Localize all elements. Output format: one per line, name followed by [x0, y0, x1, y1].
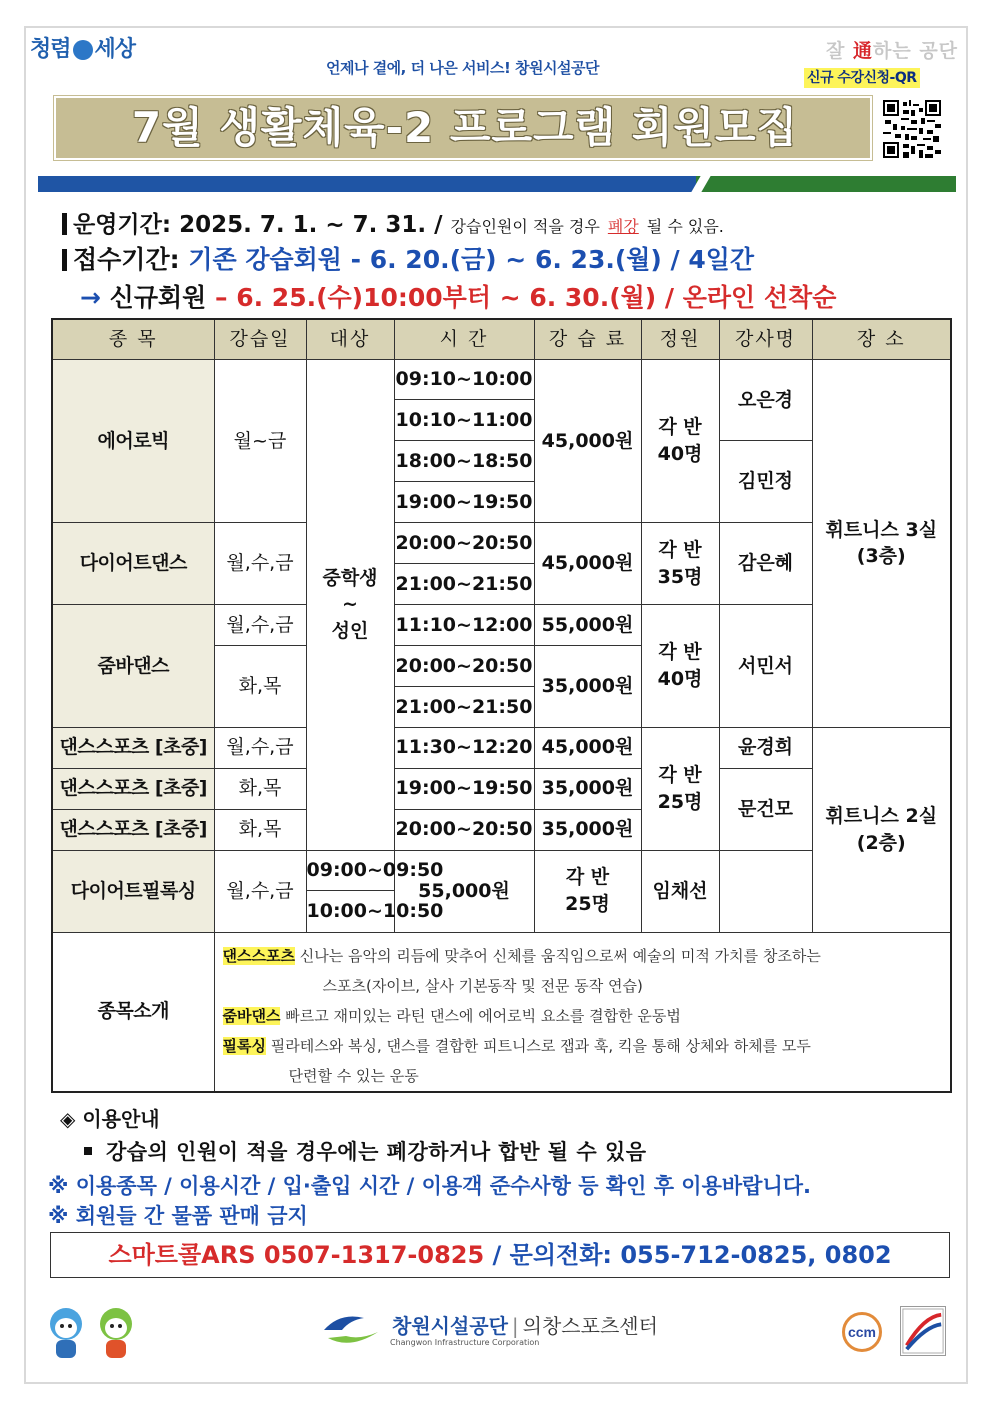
fee-cell: 45,000원 — [534, 523, 641, 605]
program-name: 다이어트댄스 — [52, 523, 214, 605]
reception-value: 기존 강습회원 - 6. 20.(금) ~ 6. 23.(월) / 4일간 — [188, 245, 755, 274]
period-value: 2025. 7. 1. ~ 7. 31. / — [179, 212, 443, 238]
intro-text: 신나는 음악의 리듬에 맞추어 신체를 움직임으로써 예술의 미적 가치를 창조하는 — [294, 946, 821, 965]
guide-item-text: 강습의 인원이 적을 경우에는 폐강하거나 합반 될 수 있음 — [106, 1140, 647, 1164]
header-cell: 강 습 료 — [534, 319, 641, 359]
header-cell: 종 목 — [52, 319, 214, 359]
table-row — [52, 359, 951, 400]
logo-left-tail: 세상 — [94, 36, 136, 62]
guide-title: ◈ 이용안내 — [60, 1107, 160, 1131]
reception-label: 접수기간: — [73, 245, 180, 274]
corp-slogan-logo — [826, 36, 958, 63]
fee-cell: 35,000원 — [534, 809, 641, 850]
intro-tag: 줌바댄스 — [222, 1006, 281, 1025]
capacity-cell: 각 반 25명 — [534, 850, 641, 932]
time-cell: 19:00~19:50 — [394, 768, 534, 809]
time-cell: 21:00~21:50 — [394, 564, 534, 605]
guide-item — [84, 1136, 647, 1166]
table-header-row — [52, 319, 951, 359]
operation-period — [62, 206, 724, 239]
header-cell: 대상 — [306, 319, 394, 359]
org-name-text: 창원시설공단 — [392, 1314, 508, 1338]
time-cell: 18:00~18:50 — [394, 441, 534, 482]
time-cell: 10:10~11:00 — [394, 400, 534, 441]
intro-dance-sports — [223, 941, 943, 971]
period-note-red: 폐강 — [607, 217, 639, 236]
square-bullet-icon — [84, 1147, 92, 1155]
time-cell: 11:30~12:20 — [394, 727, 534, 768]
instructor-cell: 오은경 — [719, 359, 812, 441]
bullet-bar-icon — [62, 213, 67, 235]
program-name: 댄스스포츠 [초중] — [52, 768, 214, 809]
org-name: 창원시설공단 | 의창스포츠센터 — [392, 1314, 658, 1338]
time-cell: 19:00~19:50 — [394, 482, 534, 523]
title-banner — [54, 96, 872, 160]
program-name: 에어로빅 — [52, 359, 214, 523]
time-cell: 20:00~20:50 — [394, 809, 534, 850]
program-name: 다이어트필록싱 — [52, 850, 214, 932]
program-name: 줌바댄스 — [52, 605, 214, 728]
intro-tag: 댄스스포츠 — [222, 946, 295, 965]
instructor-cell: 임채선 — [641, 850, 719, 932]
time-cell: 11:10~12:00 — [394, 605, 534, 646]
intro-zumba — [223, 1001, 943, 1031]
center-name: 의창스포츠센터 — [522, 1314, 658, 1338]
qr-label: 신규 수강신청-QR — [804, 68, 920, 88]
place-cell: 휘트니스 3실 (3층) — [812, 359, 951, 727]
logo-right-post: 하는 공단 — [873, 40, 959, 62]
arrow-right-icon: → — [80, 283, 101, 312]
class-days: 월,수,금 — [214, 523, 306, 605]
time-cell: 10:00~10:50 — [306, 891, 394, 932]
new-member-period — [80, 278, 836, 314]
program-intro — [214, 932, 951, 1092]
table-row — [52, 932, 951, 1092]
intro-label: 종목소개 — [52, 932, 214, 1092]
fee-cell: 35,000원 — [534, 645, 641, 727]
instructor-cell: 김민정 — [719, 441, 812, 523]
intro-text: 단련할 수 있는 운동 — [288, 1066, 419, 1085]
capacity-cell: 각 반 35명 — [641, 523, 719, 605]
bullet-bar-icon — [62, 249, 67, 271]
period-note-tail: 될 수 있음. — [646, 217, 724, 236]
award-badge-icon — [900, 1306, 946, 1356]
fee-cell: 55,000원 — [534, 605, 641, 646]
intro-text: 스포츠(자이브, 살사 기본동작 및 전문 동작 연습) — [322, 976, 643, 995]
time-cell: 09:10~10:00 — [394, 359, 534, 400]
capacity-cell: 각 반 40명 — [641, 605, 719, 728]
header-cell: 강사명 — [719, 319, 812, 359]
program-name: 댄스스포츠 [초중] — [52, 727, 214, 768]
divider-band-green — [696, 176, 956, 192]
ars-number[interactable]: 스마트콜ARS 0507-1317-0825 — [108, 1241, 485, 1269]
table-row — [52, 727, 951, 768]
fee-cell: 45,000원 — [534, 727, 641, 768]
instructor-cell: 윤경희 — [719, 727, 812, 768]
program-name: 댄스스포츠 [초중] — [52, 809, 214, 850]
program-table — [51, 318, 952, 1093]
fee-cell: 55,000원 — [394, 850, 534, 932]
slogan: 언제나 곁에, 더 나은 서비스! 창원시설공단 — [326, 59, 599, 77]
time-cell: 09:00~09:50 — [306, 850, 394, 891]
clean-world-logo — [30, 32, 135, 63]
new-member-value: – 6. 25.(수)10:00부터 ~ 6. 30.(월) / 온라인 선착순 — [215, 283, 837, 312]
target-cell: 중학생 ~ 성인 — [306, 359, 394, 850]
ccm-badge: ccm — [842, 1312, 882, 1352]
logo-left-text: 청렴 — [30, 36, 71, 62]
intro-pilboxing — [223, 1031, 943, 1061]
contact-box — [50, 1232, 950, 1278]
header-cell: 장 소 — [812, 319, 951, 359]
header-cell: 강습일 — [214, 319, 306, 359]
intro-text: 빠르고 재미있는 라틴 댄스에 에어로빅 요소를 결합한 운동법 — [280, 1006, 681, 1025]
org-emblem-icon — [320, 1310, 384, 1350]
class-days: 화,목 — [214, 768, 306, 809]
header-cell: 정원 — [641, 319, 719, 359]
intro-tag: 필록싱 — [222, 1036, 266, 1055]
logo-dot-icon — [73, 40, 93, 60]
capacity-cell: 각 반 40명 — [641, 359, 719, 523]
instructor-cell: 문건모 — [719, 768, 812, 850]
time-cell: 20:00~20:50 — [394, 523, 534, 564]
divider-band-blue — [38, 176, 702, 192]
reception-period — [62, 240, 754, 276]
class-days: 월,수,금 — [214, 727, 306, 768]
capacity-cell: 각 반 25명 — [641, 727, 719, 850]
mascot-icon — [44, 1302, 144, 1362]
period-note: 강습인원이 적을 경우 — [450, 217, 600, 236]
class-days: 화,목 — [214, 809, 306, 850]
class-days: 월,수,금 — [214, 605, 306, 646]
qr-code-icon[interactable] — [883, 100, 941, 158]
period-label: 운영기간: — [73, 212, 172, 238]
class-days: 월~금 — [214, 359, 306, 523]
fee-cell: 35,000원 — [534, 768, 641, 809]
org-english-name: Changwon Infrastructure Corporation — [390, 1338, 540, 1347]
instructor-cell: 서민서 — [719, 605, 812, 728]
instructor-cell: 감은혜 — [719, 523, 812, 605]
time-cell: 20:00~20:50 — [394, 645, 534, 686]
notice-2: ※ 회원들 간 물품 판매 금지 — [48, 1204, 308, 1228]
fee-cell: 45,000원 — [534, 359, 641, 523]
place-cell: 휘트니스 2실 (2층) — [812, 727, 951, 932]
class-days: 화,목 — [214, 645, 306, 727]
class-days: 월,수,금 — [214, 850, 306, 932]
notice-1: ※ 이용종목 / 이용시간 / 입·출입 시간 / 이용객 준수사항 등 확인 후 이용바랍니다. — [48, 1174, 812, 1198]
new-member-label: 신규회원 — [109, 283, 207, 312]
phone-number[interactable]: 문의전화: 055-712-0825, 0802 — [509, 1241, 892, 1269]
time-cell: 21:00~21:50 — [394, 686, 534, 727]
logo-right-pre: 잘 — [826, 40, 853, 62]
logo-right-red: 通 — [852, 40, 873, 62]
page-title: 7월 생활체육-2 프로그램 회원모집 — [131, 103, 799, 152]
header-cell: 시 간 — [394, 319, 534, 359]
intro-text: 필라테스와 복싱, 댄스를 결합한 피트니스로 잽과 훅, 킥을 통해 상체와 하체를 모두 — [265, 1036, 811, 1055]
contact-separator: / — [484, 1241, 510, 1269]
